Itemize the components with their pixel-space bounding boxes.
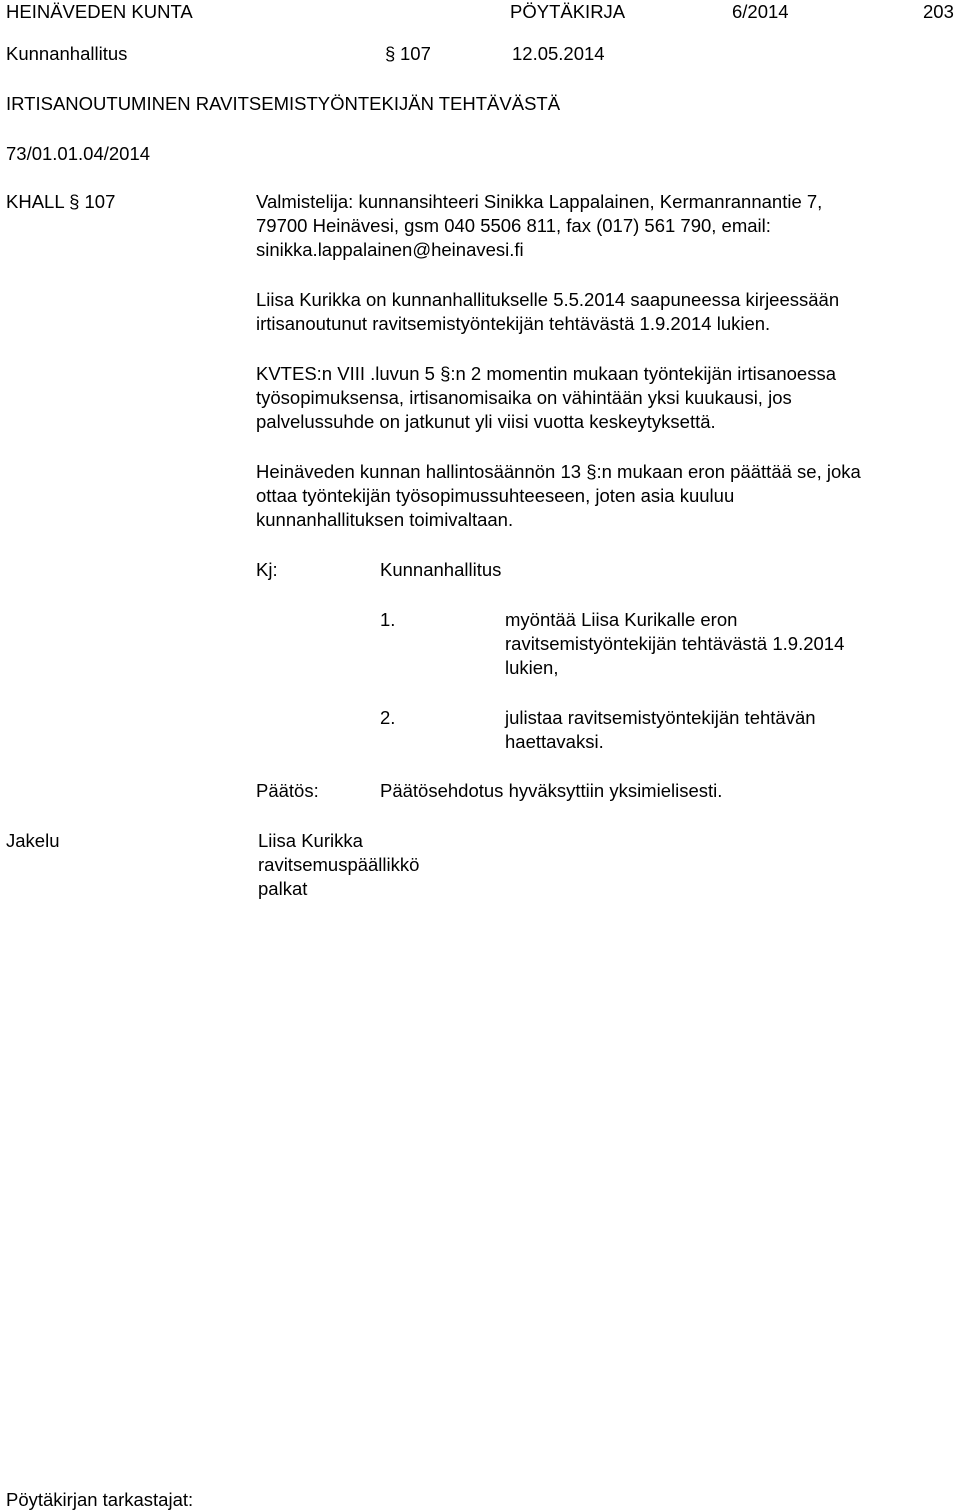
meeting-body: Kunnanhallitus (6, 43, 128, 64)
record-number: 73/01.01.04/2014 (6, 143, 151, 164)
document-number: 6/2014 (732, 1, 789, 22)
section-number: 107 (400, 43, 431, 64)
distribution-recipients: Liisa Kurikka ravitsemuspäällikkö palkat (258, 830, 420, 899)
section-ref-label: KHALL (6, 191, 64, 212)
proposal-item-text: julistaa ravitsemistyöntekijän tehtävän haettavaksi. (505, 707, 816, 752)
kvtes-text-end: :n 2 momentin mukaan työntekijän irtisanoessa työsopimuksensa, irtisanomisaika on vähintään yksi kuukausi, jos palvelussuhde on jatkunut yli viisi vuotta keskeytyksettä. (256, 363, 836, 432)
decision-value: Päätösehdotus hyväksyttiin yksimielisesti. (380, 780, 723, 801)
paragraph-regulation (256, 460, 946, 532)
section-ref-number: 107 (84, 191, 116, 212)
proposal-label: Kj: (256, 559, 278, 580)
proposal-item-number: 2. (380, 707, 396, 728)
meeting-date: 12.05.2014 (512, 43, 605, 64)
paragraph-kvtes (256, 362, 946, 434)
reviewers-label: Pöytäkirjan tarkastajat: (6, 1489, 194, 1510)
proposal-item-number: 1. (380, 609, 396, 630)
section-symbol: § (385, 43, 396, 64)
kvtes-text-start: KVTES:n VIII .luvun 5 (256, 363, 441, 384)
preparer-info: Valmistelija: kunnansihteeri Sinikka Lappalainen, Kermanrannantie 7, 79700 Heinävesi, gsm 040 5506 811, fax (017) 561 790, email: sinikka.lappalainen@heinavesi.fi (256, 191, 823, 260)
proposal-value: Kunnanhallitus (380, 559, 502, 580)
distribution-label: Jakelu (6, 830, 60, 851)
section-ref (6, 190, 115, 214)
decision-label: Päätös: (256, 780, 319, 801)
document-title: IRTISANOUTUMINEN RAVITSEMISTYÖNTEKIJÄN TEHTÄVÄSTÄ (6, 93, 561, 114)
page-number: 203 (923, 1, 954, 22)
municipality-name: HEINÄVEDEN KUNTA (6, 1, 193, 22)
proposal-item-text: myöntää Liisa Kurikalle eron ravitsemistyöntekijän tehtävästä 1.9.2014 lukien, (505, 609, 845, 678)
document-type: PÖYTÄKIRJA (510, 1, 626, 22)
paragraph-resignation: Liisa Kurikka on kunnanhallitukselle 5.5.2014 saapuneessa kirjeessään irtisanoutunut ravitsemistyöntekijän tehtävästä 1.9.2014 lukien. (256, 289, 840, 334)
regulation-text-end: :n mukaan eron päättää se, joka ottaa työntekijän työsopimussuhteeseen, joten asia kuuluu kunnanhallituksen toimivaltaan. (256, 461, 861, 530)
regulation-text-start: Heinäveden kunnan hallintosäännön 13 (256, 461, 587, 482)
section-ref-symbol: § (69, 191, 80, 212)
regulation-section-symbol: § (586, 461, 597, 482)
kvtes-section-symbol: § (440, 363, 451, 384)
